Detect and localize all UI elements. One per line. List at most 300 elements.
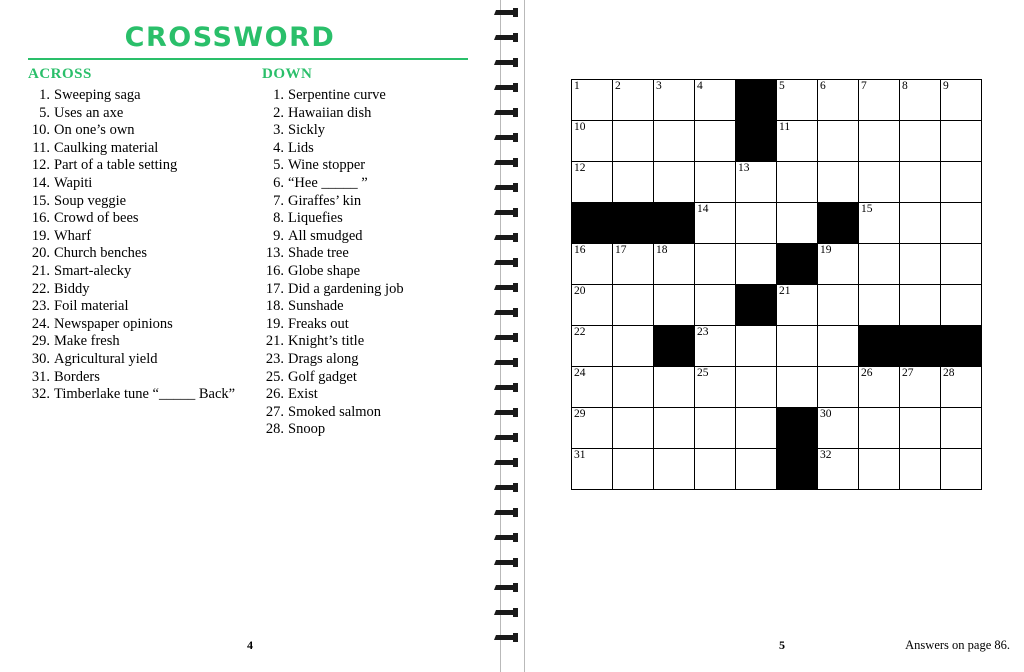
grid-cell[interactable]	[859, 80, 900, 121]
grid-cell-number: 18	[656, 244, 668, 256]
grid-cell[interactable]	[818, 162, 859, 203]
spiral-ring-cap	[513, 8, 518, 17]
grid-cell[interactable]	[859, 121, 900, 162]
clue-number: 6.	[273, 174, 284, 191]
spiral-ring	[495, 558, 517, 567]
spiral-ring	[495, 383, 517, 392]
grid-block-cell	[777, 244, 818, 285]
down-clue-list	[262, 87, 477, 439]
grid-cell[interactable]	[654, 408, 695, 449]
grid-cell[interactable]	[572, 408, 613, 449]
spiral-ring	[495, 408, 517, 417]
grid-cell[interactable]	[900, 121, 941, 162]
left-page	[0, 0, 484, 672]
clue-number: 8.	[273, 210, 284, 227]
spiral-ring-cap	[513, 58, 518, 67]
clue-item	[28, 351, 243, 369]
grid-cell-number: 30	[820, 408, 832, 420]
grid-cell[interactable]	[736, 203, 777, 244]
clue-number: 31.	[31, 368, 50, 385]
clue-text: Snoop	[288, 421, 326, 438]
spiral-ring	[495, 258, 517, 267]
grid-cell[interactable]	[613, 285, 654, 326]
grid-cell[interactable]	[695, 408, 736, 449]
grid-cell[interactable]	[572, 244, 613, 285]
clue-item	[28, 263, 243, 281]
grid-cell-number: 14	[697, 203, 709, 215]
clue-item	[262, 369, 477, 387]
grid-cell[interactable]	[941, 408, 982, 449]
grid-cell[interactable]	[900, 408, 941, 449]
spiral-ring-cap	[513, 633, 518, 642]
spiral-binding	[484, 0, 540, 672]
title-divider	[28, 58, 468, 60]
clue-text: Drags along	[288, 350, 359, 367]
clue-text: Hawaiian dish	[288, 104, 372, 121]
spiral-ring-cap	[513, 433, 518, 442]
grid-cell[interactable]	[654, 367, 695, 408]
clue-text: Serpentine curve	[288, 87, 386, 103]
clue-text: Giraffes’ kin	[288, 192, 362, 209]
grid-block-cell	[736, 121, 777, 162]
clue-text: “Hee _____ ”	[288, 174, 368, 191]
clue-number: 32.	[31, 386, 50, 403]
down-heading: DOWN	[262, 66, 313, 82]
clue-item	[28, 228, 243, 246]
clue-item	[28, 281, 243, 299]
grid-cell[interactable]	[654, 162, 695, 203]
clue-text: Liquefies	[288, 210, 343, 227]
spiral-ring-cap	[513, 483, 518, 492]
grid-cell[interactable]	[818, 244, 859, 285]
grid-cell[interactable]	[572, 121, 613, 162]
grid-cell[interactable]	[941, 285, 982, 326]
clue-item	[262, 193, 477, 211]
clue-number: 3.	[273, 122, 284, 139]
grid-row	[572, 80, 982, 121]
spiral-ring-cap	[513, 283, 518, 292]
crossword-grid-container	[571, 79, 982, 490]
grid-cell[interactable]	[818, 408, 859, 449]
spiral-ring-cap	[513, 108, 518, 117]
across-clue-list	[28, 87, 243, 404]
spiral-ring	[495, 433, 517, 442]
spiral-ring-cap	[513, 333, 518, 342]
clue-number: 26.	[265, 386, 284, 403]
grid-row	[572, 244, 982, 285]
right-page	[540, 0, 1024, 672]
clue-item	[262, 281, 477, 299]
grid-cell-number: 25	[697, 367, 709, 379]
clue-number: 1.	[39, 87, 50, 103]
spiral-ring	[495, 233, 517, 242]
clue-item	[262, 122, 477, 140]
clue-text: Shade tree	[288, 245, 349, 262]
grid-cell[interactable]	[900, 80, 941, 121]
grid-cell[interactable]	[859, 367, 900, 408]
clue-item	[262, 404, 477, 422]
grid-cell[interactable]	[613, 244, 654, 285]
spiral-ring	[495, 633, 517, 642]
grid-cell[interactable]	[695, 449, 736, 490]
spiral-ring-cap	[513, 233, 518, 242]
spiral-ring	[495, 608, 517, 617]
grid-block-cell	[941, 326, 982, 367]
clue-text: Foil material	[54, 298, 129, 315]
clue-text: Soup veggie	[54, 192, 127, 209]
grid-cell[interactable]	[613, 121, 654, 162]
clue-text: Globe shape	[288, 262, 361, 279]
grid-cell[interactable]	[613, 162, 654, 203]
clue-number: 19.	[31, 227, 50, 244]
clue-item	[28, 87, 243, 105]
clue-text: Newspaper opinions	[54, 315, 173, 332]
clue-item	[28, 140, 243, 158]
clue-number: 22.	[31, 280, 50, 297]
grid-cell[interactable]	[818, 367, 859, 408]
grid-cell[interactable]	[695, 162, 736, 203]
spiral-ring	[495, 183, 517, 192]
grid-row	[572, 449, 982, 490]
grid-cell-number: 13	[738, 162, 750, 174]
grid-cell-number: 3	[656, 80, 662, 92]
clue-number: 2.	[273, 104, 284, 121]
spiral-ring	[495, 133, 517, 142]
clue-number: 15.	[31, 192, 50, 209]
grid-cell[interactable]	[572, 285, 613, 326]
clue-text: Make fresh	[54, 333, 120, 350]
clue-text: On one’s own	[54, 122, 135, 139]
clue-text: Smoked salmon	[288, 403, 382, 420]
grid-cell[interactable]	[777, 367, 818, 408]
grid-cell[interactable]	[695, 285, 736, 326]
grid-cell-number: 4	[697, 80, 703, 92]
grid-cell-number: 8	[902, 80, 908, 92]
grid-cell[interactable]	[613, 408, 654, 449]
clue-text: Knight’s title	[288, 333, 365, 350]
page-title: CROSSWORD	[124, 22, 336, 53]
clue-item	[262, 105, 477, 123]
grid-cell[interactable]	[900, 285, 941, 326]
grid-cell[interactable]	[572, 326, 613, 367]
grid-cell[interactable]	[859, 285, 900, 326]
grid-cell[interactable]	[859, 449, 900, 490]
clue-number: 24.	[31, 315, 50, 332]
spiral-ring	[495, 208, 517, 217]
clue-text: Golf gadget	[288, 368, 357, 385]
grid-cell[interactable]	[900, 244, 941, 285]
grid-cell[interactable]	[900, 203, 941, 244]
clue-number: 28.	[265, 421, 284, 438]
grid-cell-number: 12	[574, 162, 586, 174]
clue-text: Church benches	[54, 245, 148, 262]
grid-cell[interactable]	[736, 326, 777, 367]
grid-row	[572, 203, 982, 244]
clue-item	[262, 210, 477, 228]
crossword-grid[interactable]	[571, 79, 982, 490]
grid-cell[interactable]	[941, 244, 982, 285]
grid-cell[interactable]	[613, 367, 654, 408]
spiral-ring-cap	[513, 33, 518, 42]
spiral-ring-cap	[513, 558, 518, 567]
clue-number: 5.	[39, 104, 50, 121]
right-page-number: 5	[779, 638, 785, 652]
spiral-ring	[495, 283, 517, 292]
clue-item	[28, 193, 243, 211]
answers-note: Answers on page 86.	[905, 638, 1010, 652]
clue-text: Part of a table setting	[54, 157, 178, 174]
grid-cell[interactable]	[777, 80, 818, 121]
clue-text: Wharf	[54, 227, 92, 244]
grid-cell[interactable]	[818, 121, 859, 162]
grid-cell-number: 31	[574, 449, 586, 461]
grid-block-cell	[777, 408, 818, 449]
grid-block-cell	[900, 326, 941, 367]
clue-item	[262, 386, 477, 404]
grid-cell[interactable]	[859, 244, 900, 285]
grid-cell-number: 32	[820, 449, 832, 461]
clue-text: Wapiti	[54, 174, 93, 191]
grid-block-cell	[736, 285, 777, 326]
grid-cell[interactable]	[941, 203, 982, 244]
clue-item	[262, 316, 477, 334]
grid-cell[interactable]	[736, 408, 777, 449]
clue-text: Sweeping saga	[54, 87, 141, 103]
clue-number: 19.	[265, 315, 284, 332]
clue-number: 10.	[31, 122, 50, 139]
clue-text: All smudged	[288, 227, 363, 244]
spiral-ring	[495, 458, 517, 467]
across-heading: ACROSS	[28, 66, 92, 82]
grid-cell[interactable]	[941, 80, 982, 121]
clue-item	[28, 333, 243, 351]
clue-item	[262, 351, 477, 369]
grid-cell-number: 17	[615, 244, 627, 256]
clue-item	[28, 122, 243, 140]
grid-cell[interactable]	[654, 80, 695, 121]
grid-cell[interactable]	[695, 244, 736, 285]
clue-item	[28, 369, 243, 387]
clue-number: 4.	[273, 139, 284, 156]
grid-cell[interactable]	[818, 449, 859, 490]
clue-item	[28, 105, 243, 123]
spiral-ring	[495, 58, 517, 67]
clue-text: Sunshade	[288, 298, 344, 315]
grid-row	[572, 367, 982, 408]
clue-number: 12.	[31, 157, 50, 174]
grid-cell[interactable]	[859, 162, 900, 203]
grid-cell[interactable]	[736, 367, 777, 408]
grid-cell[interactable]	[777, 121, 818, 162]
clue-item	[262, 175, 477, 193]
clue-text: Freaks out	[288, 315, 349, 332]
grid-cell-number: 21	[779, 285, 791, 297]
clue-text: Sickly	[288, 122, 326, 139]
grid-cell[interactable]	[736, 162, 777, 203]
grid-cell[interactable]	[613, 80, 654, 121]
grid-cell-number: 15	[861, 203, 873, 215]
grid-cell-number: 6	[820, 80, 826, 92]
grid-cell[interactable]	[941, 449, 982, 490]
grid-cell-number: 1	[574, 80, 580, 92]
grid-cell-number: 24	[574, 367, 586, 379]
grid-cell-number: 23	[697, 326, 709, 338]
grid-cell[interactable]	[654, 244, 695, 285]
clue-number: 1.	[273, 87, 284, 103]
clue-number: 16.	[265, 262, 284, 279]
grid-cell[interactable]	[695, 326, 736, 367]
spiral-ring-cap	[513, 83, 518, 92]
clue-text: Biddy	[54, 280, 90, 297]
grid-cell-number: 22	[574, 326, 586, 338]
grid-cell[interactable]	[613, 449, 654, 490]
clue-item	[262, 263, 477, 281]
grid-cell-number: 20	[574, 285, 586, 297]
grid-cell[interactable]	[941, 367, 982, 408]
spiral-ring	[495, 333, 517, 342]
grid-row	[572, 121, 982, 162]
grid-cell[interactable]	[695, 203, 736, 244]
grid-cell[interactable]	[572, 367, 613, 408]
grid-cell[interactable]	[572, 80, 613, 121]
spiral-ring	[495, 533, 517, 542]
spiral-ring	[495, 583, 517, 592]
spiral-ring-cap	[513, 383, 518, 392]
spiral-ring	[495, 358, 517, 367]
grid-cell[interactable]	[695, 80, 736, 121]
grid-cell[interactable]	[654, 285, 695, 326]
spiral-ring	[495, 508, 517, 517]
spiral-ring-cap	[513, 533, 518, 542]
grid-cell-number: 9	[943, 80, 949, 92]
clue-number: 14.	[31, 174, 50, 191]
spiral-ring	[495, 158, 517, 167]
clue-number: 23.	[265, 350, 284, 367]
clue-text: Did a gardening job	[288, 280, 404, 297]
clue-number: 5.	[273, 157, 284, 174]
grid-cell-number: 16	[574, 244, 586, 256]
clue-number: 9.	[273, 227, 284, 244]
grid-cell[interactable]	[572, 449, 613, 490]
grid-cell[interactable]	[941, 162, 982, 203]
grid-cell[interactable]	[859, 408, 900, 449]
grid-cell[interactable]	[900, 449, 941, 490]
spiral-ring-cap	[513, 458, 518, 467]
spiral-ring-cap	[513, 358, 518, 367]
clue-text: Timberlake tune “_____ Back”	[54, 386, 236, 403]
grid-cell[interactable]	[777, 162, 818, 203]
grid-cell[interactable]	[613, 326, 654, 367]
clue-item	[28, 157, 243, 175]
clue-item	[262, 245, 477, 263]
clue-item	[262, 140, 477, 158]
spiral-ring	[495, 83, 517, 92]
grid-row	[572, 326, 982, 367]
grid-cell[interactable]	[654, 121, 695, 162]
clue-number: 13.	[265, 245, 284, 262]
grid-cell[interactable]	[572, 162, 613, 203]
grid-block-cell	[654, 326, 695, 367]
down-clues-column	[262, 66, 477, 439]
grid-cell[interactable]	[818, 326, 859, 367]
grid-cell[interactable]	[777, 326, 818, 367]
grid-cell[interactable]	[941, 121, 982, 162]
left-page-number: 4	[247, 638, 253, 652]
clue-text: Crowd of bees	[54, 210, 139, 227]
spiral-ring	[495, 483, 517, 492]
grid-cell[interactable]	[900, 367, 941, 408]
grid-block-cell	[859, 326, 900, 367]
clue-item	[262, 298, 477, 316]
grid-cell[interactable]	[818, 285, 859, 326]
spiral-ring	[495, 108, 517, 117]
grid-cell[interactable]	[859, 203, 900, 244]
grid-cell-number: 27	[902, 367, 914, 379]
spiral-ring	[495, 308, 517, 317]
clue-item	[262, 228, 477, 246]
spiral-ring-cap	[513, 508, 518, 517]
clue-number: 27.	[265, 403, 284, 420]
spiral-ring-cap	[513, 308, 518, 317]
grid-block-cell	[777, 449, 818, 490]
grid-cell[interactable]	[777, 203, 818, 244]
grid-row	[572, 408, 982, 449]
clue-text: Uses an axe	[54, 104, 124, 121]
grid-cell[interactable]	[736, 244, 777, 285]
clue-item	[28, 245, 243, 263]
grid-cell[interactable]	[818, 80, 859, 121]
across-clues-column	[28, 66, 243, 404]
grid-cell[interactable]	[900, 162, 941, 203]
grid-cell[interactable]	[654, 449, 695, 490]
clue-text: Borders	[54, 368, 100, 385]
spiral-ring-cap	[513, 258, 518, 267]
spiral-ring-cap	[513, 133, 518, 142]
grid-cell-number: 2	[615, 80, 621, 92]
clue-item	[28, 175, 243, 193]
clue-number: 17.	[265, 280, 284, 297]
spiral-ring	[495, 8, 517, 17]
grid-block-cell	[736, 80, 777, 121]
grid-cell[interactable]	[736, 449, 777, 490]
grid-cell[interactable]	[695, 367, 736, 408]
clue-text: Wine stopper	[288, 157, 366, 174]
clue-item	[262, 157, 477, 175]
clue-number: 30.	[31, 350, 50, 367]
clue-number: 16.	[31, 210, 50, 227]
grid-block-cell	[572, 203, 613, 244]
grid-row	[572, 162, 982, 203]
grid-cell[interactable]	[695, 121, 736, 162]
spiral-ring-cap	[513, 608, 518, 617]
clue-item	[28, 298, 243, 316]
grid-cell-number: 10	[574, 121, 586, 133]
clue-item	[28, 386, 243, 404]
grid-cell[interactable]	[777, 285, 818, 326]
clue-number: 20.	[31, 245, 50, 262]
clue-text: Lids	[288, 139, 314, 156]
grid-block-cell	[654, 203, 695, 244]
grid-block-cell	[818, 203, 859, 244]
clue-text: Smart-alecky	[54, 262, 132, 279]
spiral-ring-cap	[513, 183, 518, 192]
grid-cell-number: 28	[943, 367, 955, 379]
clue-item	[28, 316, 243, 334]
clue-number: 18.	[265, 298, 284, 315]
spiral-ring-cap	[513, 583, 518, 592]
grid-cell-number: 26	[861, 367, 873, 379]
clue-item	[28, 210, 243, 228]
